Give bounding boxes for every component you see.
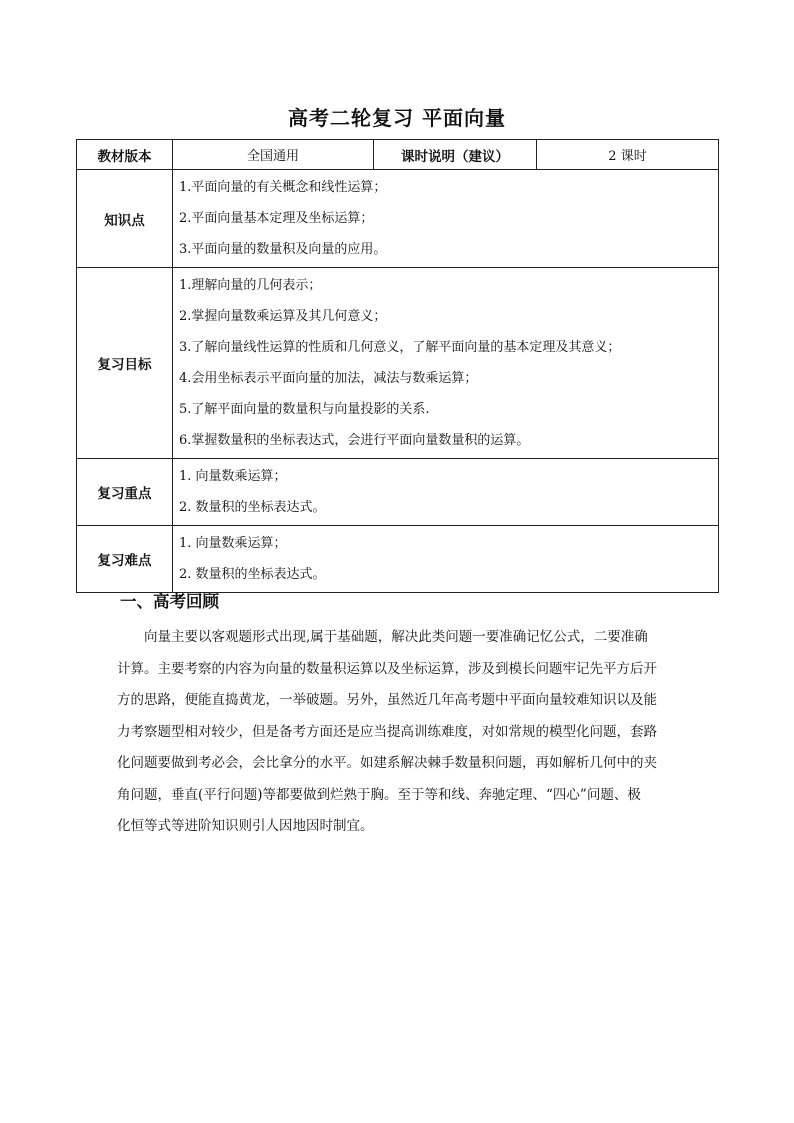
list-item: 2. 数量积的坐标表达式。	[179, 567, 326, 582]
list-item: 4.会用坐标表示平面向量的加法，减法与数乘运算；	[179, 371, 478, 386]
textbook-version-value: 全国通用	[173, 140, 374, 170]
section-heading: 一、高考回顾	[120, 592, 219, 611]
list-item: 1. 向量数乘运算；	[179, 536, 287, 551]
list-item: 2.平面向量基本定理及坐标运算；	[179, 211, 374, 226]
table-row-review-goals	[77, 268, 719, 459]
paragraph-line: 角问题，垂直(平行问题)等都要做到烂熟于胸。至于等和线、奔驰定理、“四心”问题、极	[117, 786, 641, 803]
review-paragraph	[117, 622, 677, 843]
list-item: 6.掌握数量积的坐标表达式，会进行平面向量数量积的运算。	[179, 433, 530, 448]
knowledge-points-label: 知识点	[77, 170, 173, 268]
paragraph-line: 计算。主要考察的内容为向量的数量积运算以及坐标运算，涉及到模长问题牢记先平方后开	[117, 660, 657, 677]
table-row-difficult-points	[77, 526, 719, 593]
paragraph-line: 化恒等式等进阶知识则引人因地因时制宜。	[117, 818, 374, 834]
list-item: 2.掌握向量数乘运算及其几何意义；	[179, 309, 387, 324]
key-points-content	[173, 459, 719, 526]
list-item: 1.理解向量的几何表示；	[179, 278, 322, 293]
table-header-row	[77, 140, 719, 170]
lesson-plan-table	[76, 139, 719, 593]
list-item: 1. 向量数乘运算；	[179, 469, 287, 484]
knowledge-points-content	[173, 170, 719, 268]
paragraph-line: 向量主要以客观题形式出现,属于基础题，解决此类问题一要准确记忆公式，二要准确	[144, 629, 648, 645]
key-points-label: 复习重点	[77, 459, 173, 526]
list-item: 3.了解向量线性运算的性质和几何意义，了解平面向量的基本定理及其意义；	[179, 340, 621, 355]
difficult-points-label: 复习难点	[77, 526, 173, 593]
list-item: 5.了解平面向量的数量积与向量投影的关系.	[179, 402, 430, 417]
review-goals-label: 复习目标	[77, 268, 173, 459]
review-goals-content	[173, 268, 719, 459]
textbook-version-label: 教材版本	[77, 140, 173, 170]
list-item: 1.平面向量的有关概念和线性运算；	[179, 180, 387, 195]
table-row-key-points	[77, 459, 719, 526]
difficult-points-content	[173, 526, 719, 593]
table-row-knowledge-points	[77, 170, 719, 268]
class-hours-value: 2 课时	[537, 140, 719, 170]
list-item: 3.平面向量的数量积及向量的应用。	[179, 242, 387, 257]
paragraph-line: 方的思路，便能直捣黄龙，一举破题。另外，虽然近几年高考题中平面向量较难知识以及能	[117, 692, 657, 708]
paragraph-line: 化问题要做到考必会，会比拿分的水平。如建系解决棘手数量积问题，再如解析几何中的夹	[117, 755, 657, 771]
list-item: 2. 数量积的坐标表达式。	[179, 500, 326, 515]
page-title: 高考二轮复习 平面向量	[288, 106, 506, 130]
paragraph-line: 力考察题型相对较少，但是备考方面还是应当提高训练难度，对如常规的模型化问题，套路	[117, 723, 657, 740]
class-hours-label: 课时说明（建议）	[374, 140, 537, 170]
